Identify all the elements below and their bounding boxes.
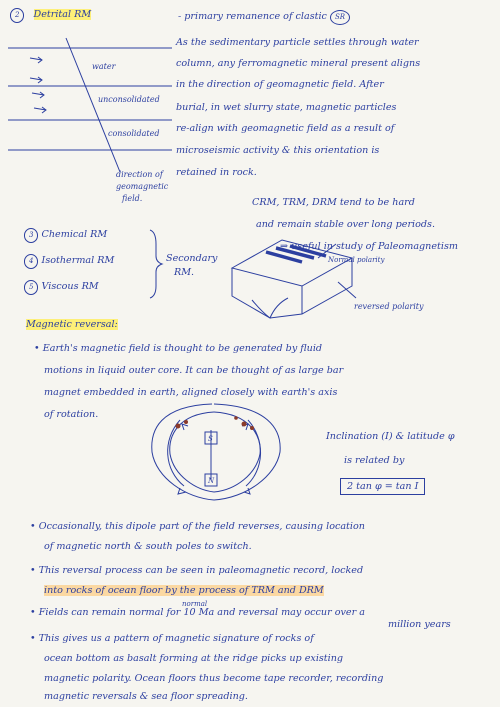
iron-marks (176, 416, 255, 430)
crm-note-1: and remain stable over long periods. (256, 219, 435, 230)
detrital-title: Detrital RM (33, 9, 92, 20)
label-normal-polarity: Normal polarity (328, 256, 385, 264)
secondary-label-0: Secondary (166, 253, 218, 264)
reversal-bullet2-line-1: of magnetic north & south poles to switch. (44, 541, 252, 552)
detrital-heading (10, 8, 91, 23)
crm-note-0: CRM, TRM, DRM tend to be hard (252, 197, 415, 208)
reversal-bullet3-line-0: • This reversal process can be seen in paleomagnetic record, locked (30, 565, 364, 576)
detrital-line-3: in the direction of geomagnetic field. After (176, 79, 384, 90)
reversal-bullet1-line-0: • Earth's magnetic field is thought to be generated by fluid (34, 343, 323, 354)
detrital-line-1: As the sedimentary particle settles through water (176, 37, 419, 48)
reversal-bullet1-line-2: magnet embedded in earth, aligned closely with earth's axis (44, 387, 338, 398)
reversal-bullet4-line-0: • Fields can remain normal for 10 Ma and reversal may occur over a (30, 607, 365, 618)
label-reversed-polarity: reversed polarity (354, 302, 424, 311)
secondary-item-isothermal: 4 Isothermal RM (24, 254, 114, 269)
inclination-line-0: Inclination (I) & latitude φ (326, 431, 455, 442)
reversal-bullet2-line-0: • Occasionally, this dipole part of the field reverses, causing location (30, 521, 365, 532)
label-water: water (92, 62, 116, 71)
reversal-bullet1-line-3: of rotation. (44, 409, 99, 420)
pole-s-label: S (208, 435, 213, 443)
ocean-floor-sides (232, 258, 352, 318)
detrital-line-5: re-align with geomagnetic field as a result of (176, 123, 395, 134)
detrital-number: 2 (10, 8, 24, 23)
ridge-valley (252, 298, 288, 318)
label-direction-2: field. (122, 194, 143, 203)
reversal-bullet1-line-1: motions in liquid outer core. It can be thought of as large bar (44, 365, 344, 376)
reversal-bullet5-line-2: magnetic polarity. Ocean floors thus become tape recorder, recording (44, 673, 384, 684)
crm-note-2: ⇒ useful in study of Paleomagnetism (280, 241, 458, 252)
reversal-bullet5-line-0: • This gives us a pattern of magnetic signature of rocks of (30, 633, 314, 644)
formula: 2 tan φ = tan I (340, 478, 425, 495)
detrital-line-0: - primary remanence of clastic SR (178, 10, 350, 25)
normal-annotation: normal (182, 600, 208, 608)
detrital-line-4: burial, in wet slurry state, magnetic particles (176, 102, 397, 113)
pole-n-label: N (208, 477, 215, 485)
reversal-title: Magnetic reversal: (26, 319, 118, 330)
secondary-label-1: RM. (174, 267, 195, 278)
secondary-item-viscous: 5 Viscous RM (24, 280, 99, 295)
field-line-right-inner (214, 412, 260, 492)
secondary-brace (150, 230, 162, 298)
reversal-bullet5-line-3: magnetic reversals & sea floor spreading. (44, 691, 248, 702)
reversal-bullet3-line-1: into rocks of ocean floor by the process of TRM and DRM (44, 585, 324, 596)
detrital-line-2: column, any ferromagnetic mineral present aligns (176, 58, 421, 69)
label-unconsolidated: unconsolidated (98, 95, 160, 104)
detrital-line-6: microseismic activity & this orientation is (176, 145, 380, 156)
detrital-line-7: retained in rock. (176, 167, 257, 178)
label-consolidated: consolidated (108, 129, 160, 138)
reversal-bullet4-line-1: million years (388, 619, 451, 630)
secondary-item-chemical: 3 Chemical RM (24, 228, 107, 243)
label-direction-0: direction of (116, 170, 163, 179)
formula-box (340, 478, 425, 495)
label-direction-1: geomagnetic (116, 182, 169, 191)
reversed-polarity-pointer (338, 282, 356, 298)
field-arrow-1 (182, 424, 188, 430)
sr-badge: SR (330, 10, 350, 25)
inclination-line-1: is related by (344, 455, 405, 466)
field-arrow-3 (178, 488, 186, 494)
reversal-bullet5-line-1: ocean bottom as basalt forming at the ridge picks up existing (44, 653, 344, 664)
